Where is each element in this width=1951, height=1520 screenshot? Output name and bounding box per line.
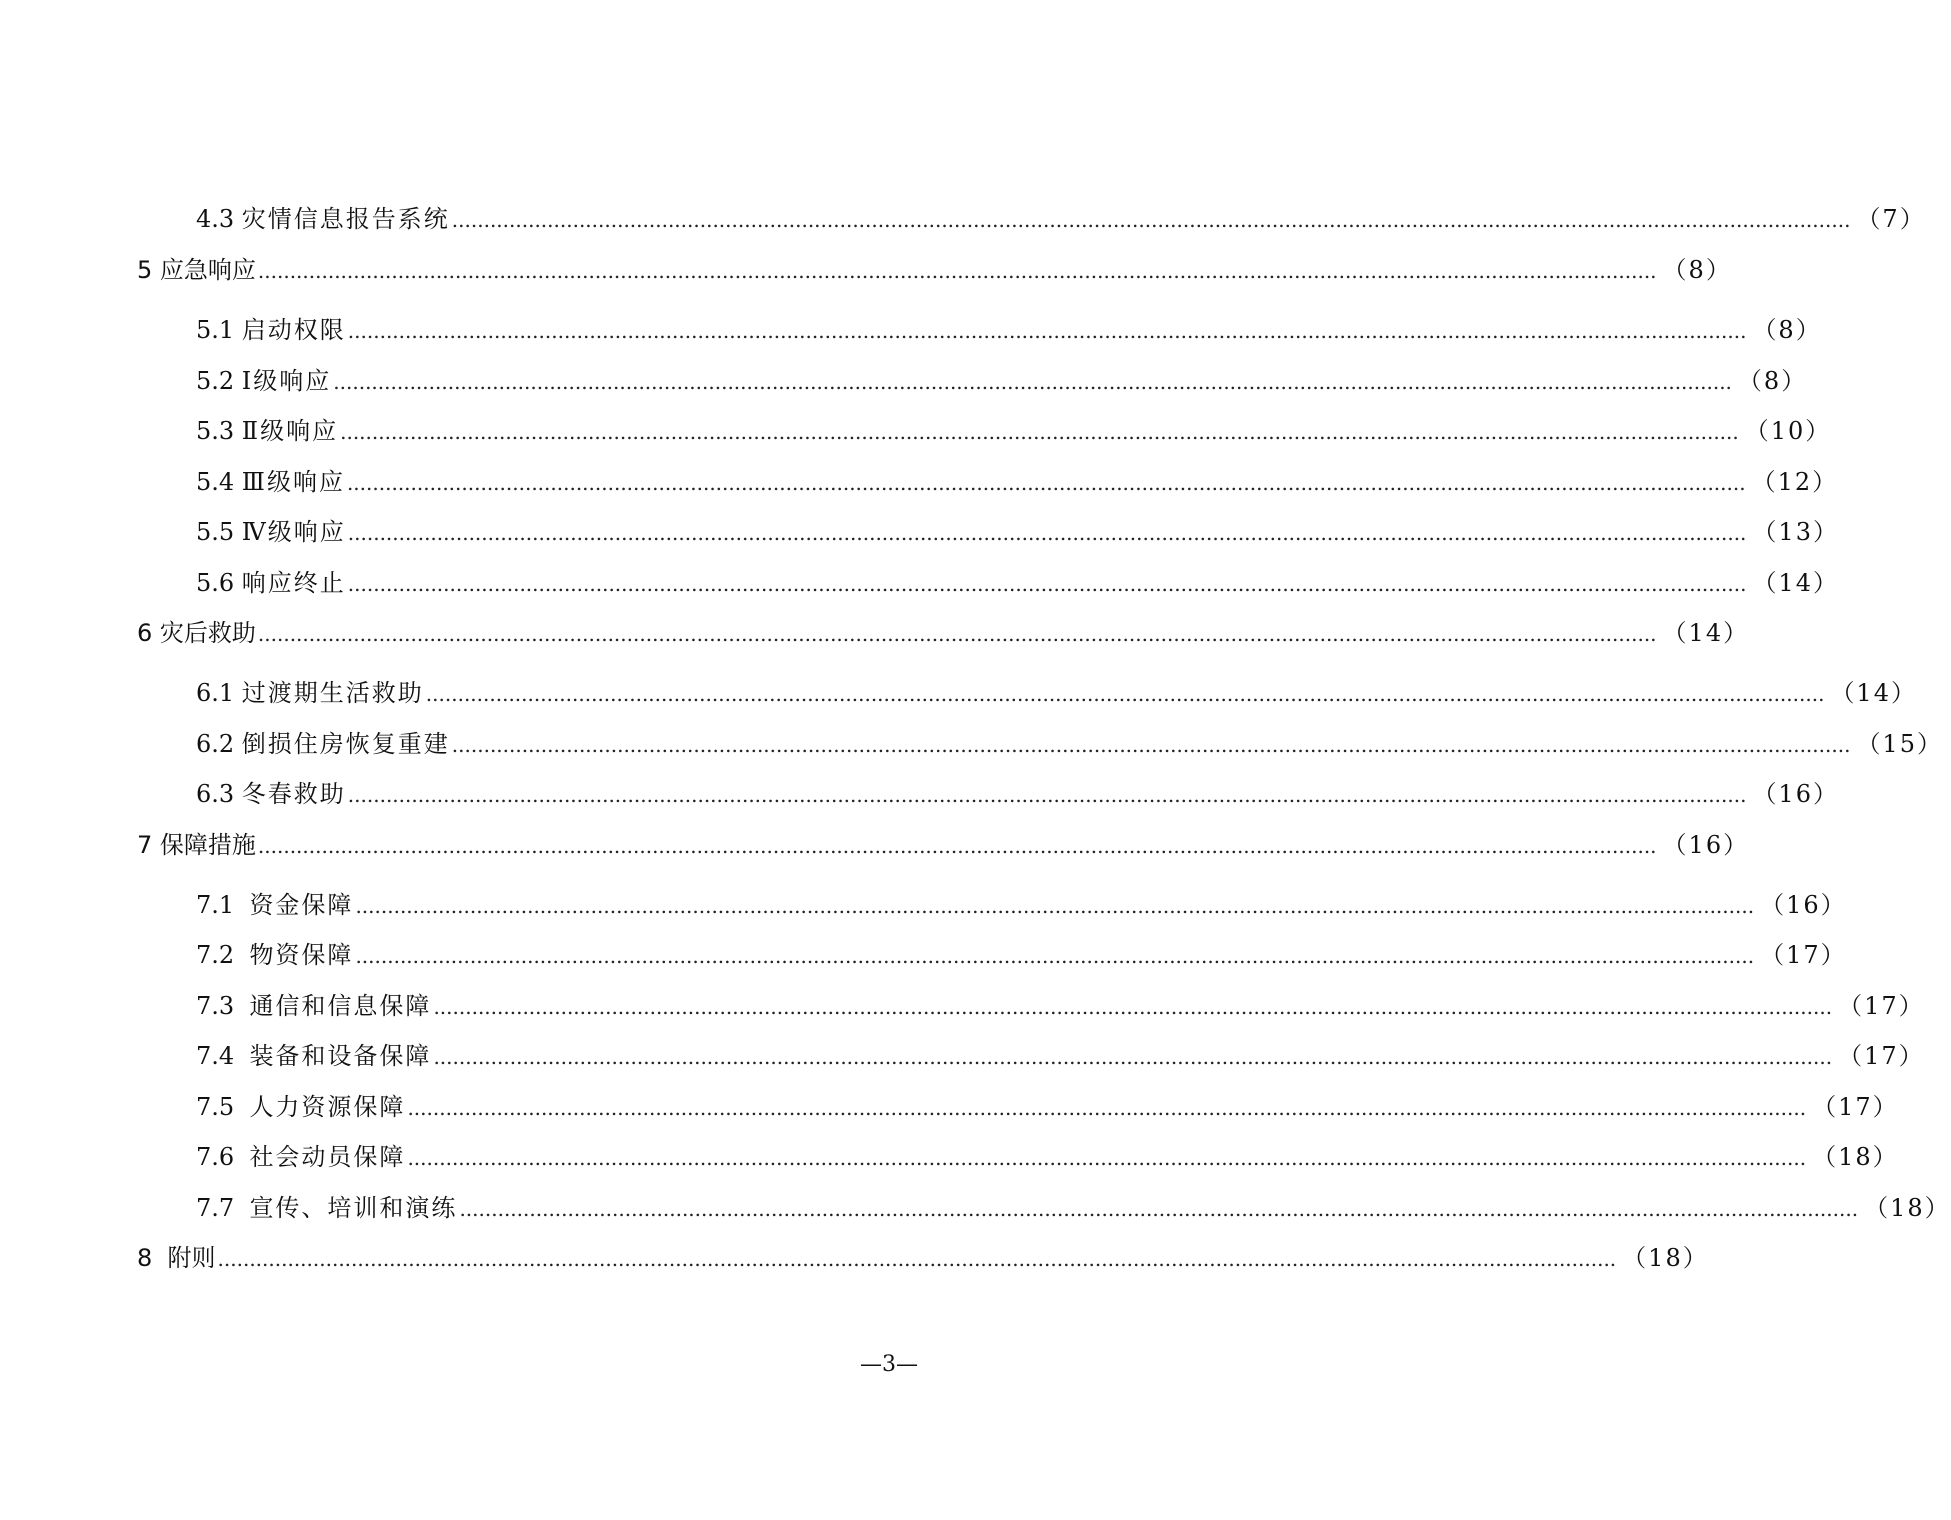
toc-entry-number: 7.1 <box>196 891 250 919</box>
toc-entry-title: 物资保障 <box>249 941 354 969</box>
toc-entry-title: 资金保障 <box>249 891 354 919</box>
dot-leader: ............................................................................................................................................................................................................................ <box>340 420 1739 444</box>
toc-entry-5-6 <box>0 566 1839 600</box>
toc-entry-title: 社会动员保障 <box>249 1143 406 1171</box>
dot-leader: ............................................................................................................................................................................................................................ <box>407 1096 1807 1120</box>
toc-entry-title: 响应终止 <box>241 569 346 597</box>
toc-entry-title: 应急响应 <box>159 256 256 284</box>
dot-leader: ............................................................................................................................................................................................................................ <box>347 319 1747 343</box>
toc-entry-number: 5.2 <box>196 367 242 395</box>
dot-leader: ............................................................................................................................................................................................................................ <box>459 1197 1859 1221</box>
toc-entry-page: （8） <box>1662 256 1732 284</box>
dot-leader: ............................................................................................................................................................................................................................ <box>257 259 1657 283</box>
toc-entry-7-6 <box>0 1140 1899 1174</box>
dot-leader: ............................................................................................................................................................................................................................ <box>355 894 1755 918</box>
dot-leader: ............................................................................................................................................................................................................................ <box>451 733 1851 757</box>
toc-entry-number: 7.4 <box>196 1042 250 1070</box>
toc-entry-page: （14） <box>1662 619 1750 647</box>
toc-entry-title: 通信和信息保障 <box>249 992 432 1020</box>
toc-entry-title: 装备和设备保障 <box>249 1042 432 1070</box>
toc-entry-page: （17） <box>1838 992 1925 1020</box>
toc-entry-number: 6.1 <box>196 679 242 707</box>
toc-entry-page: （17） <box>1838 1042 1925 1070</box>
toc-entry-page: （10） <box>1744 417 1832 445</box>
toc-entry-6 <box>0 616 1750 650</box>
dot-leader: ............................................................................................................................................................................................................................ <box>347 783 1747 807</box>
toc-entry-title: 倒损住房恢复重建 <box>241 730 450 758</box>
dot-leader: ............................................................................................................................................................................................................................ <box>346 471 1746 495</box>
toc-entry-title: 附则 <box>167 1244 216 1272</box>
toc-entry-title: 灾后救助 <box>159 619 256 647</box>
toc-entry-7-4 <box>0 1039 1925 1073</box>
toc-entry-title: 灾情信息报告系统 <box>241 205 450 233</box>
toc-entry-number: 6.3 <box>196 780 242 808</box>
dot-leader: ............................................................................................................................................................................................................................ <box>433 995 1833 1019</box>
toc-entry-page: （18） <box>1622 1244 1709 1272</box>
dot-leader: ............................................................................................................................................................................................................................ <box>347 572 1747 596</box>
toc-entry-page: （14） <box>1752 569 1839 597</box>
toc-entry-page: （14） <box>1830 679 1917 707</box>
dot-leader: ............................................................................................................................................................................................................................ <box>451 208 1851 232</box>
dot-leader: ............................................................................................................................................................................................................................ <box>355 944 1755 968</box>
dot-leader: ............................................................................................................................................................................................................................ <box>257 834 1657 858</box>
toc-entry-page: （16） <box>1760 891 1847 919</box>
toc-entry-page: （13） <box>1752 518 1839 546</box>
toc-entry-title: Ⅰ级响应 <box>241 367 332 395</box>
toc-entry-6-3 <box>0 777 1839 811</box>
toc-entry-page: （18） <box>1864 1194 1951 1222</box>
toc-entry-page: （8） <box>1737 367 1808 395</box>
toc-entry-page: （12） <box>1751 468 1839 496</box>
toc-entry-page: （17） <box>1812 1093 1899 1121</box>
toc-entry-page: （7） <box>1856 205 1926 233</box>
toc-entry-7-1 <box>0 888 1847 922</box>
toc-entry-7 <box>0 828 1750 862</box>
toc-entry-number: 7.6 <box>196 1143 250 1171</box>
toc-entry-page: （16） <box>1752 780 1839 808</box>
toc-entry-5 <box>0 253 1732 287</box>
toc-entry-4-3 <box>0 202 1926 236</box>
toc-entry-number: 7.3 <box>196 992 250 1020</box>
toc-entry-7-5 <box>0 1090 1899 1124</box>
toc-entry-page: （18） <box>1812 1143 1899 1171</box>
toc-entry-page: （17） <box>1760 941 1847 969</box>
toc-entry-title: 人力资源保障 <box>249 1093 406 1121</box>
dot-leader: ............................................................................................................................................................................................................................ <box>347 521 1747 545</box>
toc-entry-title: 宣传、培训和演练 <box>249 1194 458 1222</box>
dot-leader: ............................................................................................................................................................................................................................ <box>407 1146 1807 1170</box>
dot-leader: ............................................................................................................................................................................................................................ <box>257 622 1657 646</box>
toc-entry-title: Ⅳ级响应 <box>241 518 346 546</box>
toc-entry-7-2 <box>0 938 1847 972</box>
toc-entry-title: Ⅲ级响应 <box>241 468 345 496</box>
toc-entry-5-5 <box>0 515 1839 549</box>
toc-entry-number: 5.4 <box>196 468 242 496</box>
toc-entry-5-3 <box>0 414 1832 448</box>
toc-entry-number: 7.5 <box>196 1093 250 1121</box>
toc-entry-page: （16） <box>1662 831 1750 859</box>
toc-entry-number: 7.2 <box>196 941 250 969</box>
toc-entry-6-1 <box>0 676 1917 710</box>
toc-entry-number: 5.1 <box>196 316 242 344</box>
toc-entry-page: （8） <box>1752 316 1822 344</box>
toc-entry-5-4 <box>0 465 1839 499</box>
toc-entry-title: 过渡期生活救助 <box>241 679 424 707</box>
toc-entry-title: 保障措施 <box>159 831 256 859</box>
dot-leader: ............................................................................................................................................................................................................................ <box>433 1045 1833 1069</box>
toc-entry-title: 冬春救助 <box>241 780 346 808</box>
toc-entry-5-2 <box>0 364 1808 398</box>
toc-entry-page: （15） <box>1856 730 1943 758</box>
toc-entry-7-7 <box>0 1191 1951 1225</box>
page-number: —3— <box>860 1352 918 1377</box>
dot-leader: ............................................................................................................................................................................................................................ <box>333 370 1732 394</box>
toc-entry-number: 6 <box>137 619 160 647</box>
dot-leader: ............................................................................................................................................................................................................................ <box>217 1247 1617 1271</box>
toc-entry-number: 5 <box>137 256 160 284</box>
dot-leader: ............................................................................................................................................................................................................................ <box>425 682 1825 706</box>
toc-entry-number: 7 <box>137 831 160 859</box>
toc-entry-number: 5.6 <box>196 569 242 597</box>
toc-entry-number: 5.3 <box>196 417 242 445</box>
toc-entry-number: 5.5 <box>196 518 242 546</box>
toc-entry-number: 7.7 <box>196 1194 250 1222</box>
toc-entry-title: 启动权限 <box>241 316 346 344</box>
toc-entry-8 <box>0 1241 1709 1275</box>
toc-entry-number: 8 <box>137 1244 168 1272</box>
toc-entry-7-3 <box>0 989 1925 1023</box>
toc-entry-6-2 <box>0 727 1943 761</box>
toc-entry-number: 6.2 <box>196 730 242 758</box>
toc-entry-5-1 <box>0 313 1822 347</box>
toc-entry-title: Ⅱ级响应 <box>241 417 339 445</box>
toc-entry-number: 4.3 <box>196 205 242 233</box>
